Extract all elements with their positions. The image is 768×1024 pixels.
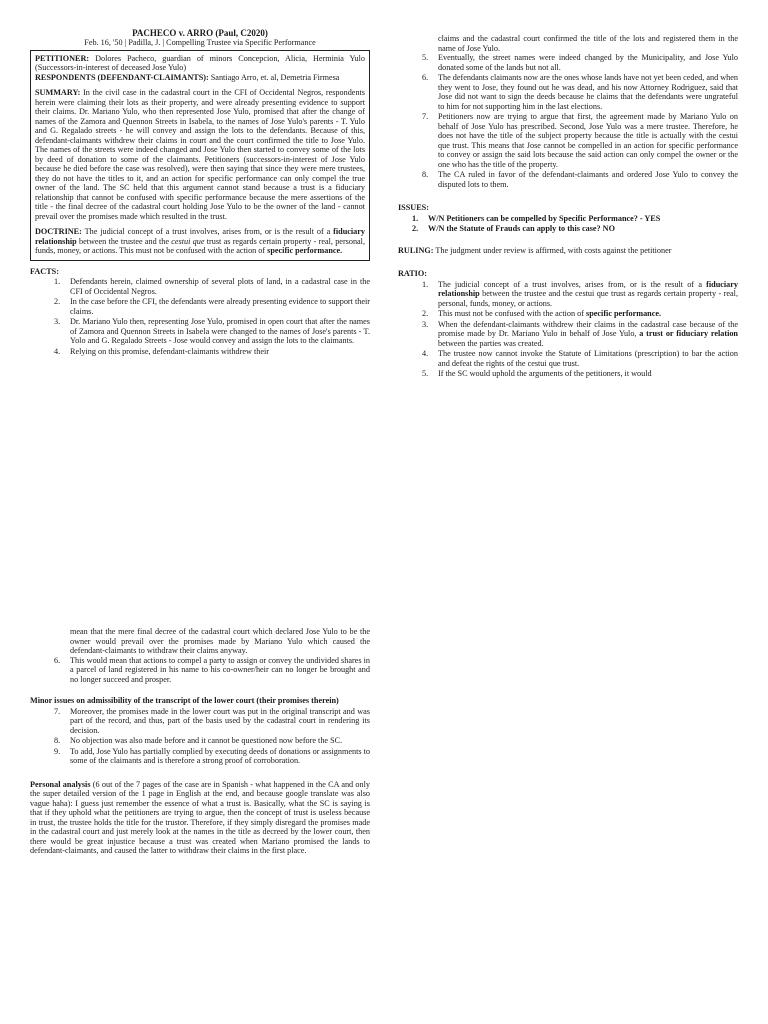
list-item <box>30 656 370 685</box>
item-number: 2. <box>54 297 61 306</box>
ratio-continuation: mean that the mere final decree of the cadastral court which declared Jose Yulo to be the owner would prevail over the promises made by Mariano Yulo which caused the defendant-claimants to withdraw their claims anyway. <box>70 627 370 655</box>
item-text: The CA ruled in favor of the defendant-claimants and ordered Jose Yulo to convey the disputed lots to them. <box>438 170 738 189</box>
item-number: 6. <box>422 73 429 82</box>
item-text: Relying on this promise, defendant-claimants withdrew their <box>70 346 269 356</box>
item-text: Dr. Mariano Yulo then, representing Jose Yulo, promised in open court that after the names of Zamora and Quennon Streets in Isabela were changed to the names of Jose's parents - T. Yolo and G. Regalado Streets - Jose would convey and assign the lots to the claimants. <box>70 317 370 345</box>
item-number: 9. <box>54 746 61 756</box>
item-number: 4. <box>422 349 429 358</box>
item-text: Petitioners now are trying to argue that first, the agreement made by Mariano Yulo on behalf of Jose Yulo has prescribed. Second, Jose Yulo was a mere trustee. Therefore, he does not have the title of the subject property because the title is actually with the cestui que trust. This means that Jose cannot be compelled in an action for specific performance to convey or assign the said lots because the said action can only compel the owner or the one who has the title of the property. <box>438 112 738 169</box>
summary-label: SUMMARY: <box>35 88 81 97</box>
item-text: To add, Jose Yulo has partially complied by executing deeds of donations or assignments to some of the claimants and is therefore a strong proof of corroboration. <box>70 746 370 765</box>
facts-heading: FACTS: <box>30 266 59 276</box>
left-column-bottom <box>30 627 370 856</box>
doctrine-text-a: The judicial concept of a trust involves, arises from, or is the result of a <box>81 227 334 236</box>
item-number: 4. <box>54 346 61 356</box>
item-text: The judicial concept of a trust involves, arises from, or is the result of a <box>438 279 707 289</box>
list-item <box>398 170 738 189</box>
list-item <box>398 309 738 319</box>
ruling-text: The judgment under review is affirmed, with costs against the petitioner <box>433 245 672 255</box>
item-text: W/N Petitioners can be compelled by Specific Performance? - YES <box>428 213 661 223</box>
list-item <box>30 736 370 746</box>
personal-analysis-paragraph <box>30 780 370 856</box>
item-number: 3. <box>54 317 61 326</box>
respondents-text: Santiago Arro, et. al, Demetria Firmesa <box>208 72 340 82</box>
item-text: between the trustee and the cestui que trust as regards certain property - real, personal, funds, money, or actions. <box>438 289 738 308</box>
list-item <box>398 320 738 349</box>
list-item <box>398 349 738 368</box>
list-item <box>30 707 370 736</box>
item-text: If the SC would uphold the arguments of the petitioners, it would <box>438 369 652 378</box>
item-number: 5. <box>422 53 429 62</box>
item-number: 5. <box>422 369 429 378</box>
petitioner-paragraph <box>35 54 365 83</box>
item-text: W/N the Statute of Frauds can apply to this case? NO <box>428 224 615 233</box>
facts-continuation: claims and the cadastral court confirmed the title of the lots and registered them in the name of Jose Yulo. <box>438 34 738 53</box>
list-item <box>398 112 738 169</box>
item-text: The trustee now cannot invoke the Statute of Limitations (prescription) to bar the action and defeat the rights of the cestui que trust. <box>438 349 738 368</box>
item-number: 6. <box>54 655 61 665</box>
list-item <box>30 317 370 346</box>
facts-list <box>30 277 370 356</box>
item-text: The defendants claimants now are the ones whose lands have not yet been ceded, and when they went to Jose, they found out he was dead, and his now Attorney Rodriguez, said that Jose did not want to sign the deeds because he claims that the defendants were ungrateful to him for not supporting him in the last elections. <box>438 73 738 111</box>
summary-text: In the civil case in the cadastral court in the CFI of Occidental Negros, respondents herein were claiming their lots as their property, and were already presenting evidence to support their claims. Dr. Mariano Yulo, who then represented Jose Yulo, promised that after the change of names of the Zamora and Quennon Streets in Isabela, to the names of Jose Yulo's parents - T. Yulo and G. Regalado streets - he will convey and assign the lots to the defendants. Because of this, defendant-claimants withdrew their claims in court and the court confirmed the title to Jose Yulo. The names of the streets were indeed changed and Jose Yulo then started to convey some of the lots by deed of donation to some of the claimants. Petitioners (successors-in-interest of Jose Yulo because he died before the case was resolved), were then saying that since they were mere trustees, they do not have the titles to it, and an action for specific performance can only compel the true owner of the land. The SC held that this argument cannot stand because a trust is a fiduciary relationship that cannot be confused with specific performance because the mere assertions of the title - the final decree of the cadastral court holding Jose Yulo to be the owner of the land - cannot prevail over the promises made which resulted in the trust. <box>35 88 365 221</box>
item-emphasis: fiduciary relationship <box>438 279 738 298</box>
item-text: between the parties was created. <box>438 338 544 348</box>
ratio-heading: RATIO: <box>398 269 427 278</box>
item-number: 8. <box>54 736 61 745</box>
item-number: 3. <box>422 319 429 329</box>
doctrine-emphasis-specific: specific performance. <box>267 246 343 255</box>
item-number: 8. <box>422 170 429 179</box>
list-item <box>30 297 370 316</box>
right-column-top <box>398 34 738 380</box>
doctrine-emphasis-fiduciary: fiduciary relationship <box>35 227 365 246</box>
case-title: PACHECO v. ARRO (Paul, C2020) <box>132 28 268 38</box>
item-text: This would mean that actions to compel a party to assign or convey the undivided shares in a parcel of land registered in his name to his co-owner/heir can no longer be brought and no longer succeed and prosper. <box>70 655 370 684</box>
summary-box <box>30 50 370 261</box>
item-number: 2. <box>412 224 419 233</box>
ruling-paragraph <box>398 246 738 256</box>
ruling-label: RULING: <box>398 245 434 255</box>
doctrine-paragraph <box>35 227 365 256</box>
minor-issues-heading: Minor issues on admissibility of the transcript of the lower court (their promises therein) <box>30 696 339 705</box>
item-number: 2. <box>422 309 429 318</box>
doctrine-text-e: trust as regards certain property - real, personal, funds, money, or actions. This must not be confused with the action of <box>35 236 365 255</box>
left-column-top <box>30 28 370 357</box>
item-emphasis: a trust or fiduciary relation <box>639 329 738 338</box>
item-number: 7. <box>54 706 61 716</box>
item-text: Eventually, the street names were indeed changed by the Municipality, and Jose Yulo donated some of the lands but not all. <box>438 53 738 72</box>
item-emphasis: specific performance. <box>586 309 662 318</box>
issues-list <box>398 214 738 234</box>
analysis-label: Personal analysis <box>30 779 91 789</box>
item-text: Moreover, the promises made in the lower court was put in the original transcript and was part of the record, and thus, part of the basis used by the cadastral court in rendering its decision. <box>70 706 370 735</box>
list-item <box>398 214 738 224</box>
list-item <box>398 73 738 111</box>
respondents-label: RESPONDENTS (DEFENDANT-CLAIMANTS): <box>35 72 209 82</box>
doctrine-text-c: between the trustee and the <box>76 236 172 246</box>
item-text: Defendants herein, claimed ownership of several plots of land, in a cadastral case in the CFI of Occidental Negros. <box>70 277 370 296</box>
minor-issues-list <box>30 707 370 766</box>
issues-heading: ISSUES: <box>398 203 429 212</box>
ratio-list-continued <box>30 656 370 685</box>
list-item <box>398 280 738 309</box>
doctrine-italic-cestui: cestui que <box>171 236 205 246</box>
list-item <box>30 747 370 766</box>
doctrine-label: DOCTRINE: <box>35 227 82 236</box>
item-text: This must not be confused with the action of <box>438 309 587 318</box>
item-number: 1. <box>54 277 61 286</box>
ratio-list <box>398 280 738 379</box>
list-item <box>30 347 370 357</box>
petitioner-text: Dolores Pacheco, guardian of minors Concepcion, Alicia, Herminia Yulo (Successors-in-interest of deceased Jose Yulo) <box>35 53 365 72</box>
summary-paragraph <box>35 88 365 221</box>
list-item <box>30 277 370 296</box>
facts-list-continued <box>398 53 738 189</box>
item-number: 7. <box>422 112 429 121</box>
list-item <box>398 53 738 72</box>
item-number: 1. <box>422 279 429 289</box>
item-text: In the case before the CFI, the defendants were already presenting evidence to support their claims. <box>70 297 370 316</box>
case-subtitle: Feb. 16, '50 | Padilla, J. | Compelling Trustee via Specific Performance <box>84 38 316 47</box>
item-number: 1. <box>412 213 419 223</box>
list-item <box>398 224 738 234</box>
analysis-text: (6 out of the 7 pages of the case are in Spanish - what happened in the CA and only the super detailed version of the 1 page in English at the end, and because google translate was also vague haha): I guess just remember the essence of what a trust is. Basically, what the SC is saying is that if they uphold what the petitioners are trying to argue, then the concept of trust is useless because in trust, the trustee holds the title for the trustor. Therefore, if they simply disregard the promises made in the cadastral court and just merely look at the names in the title as decreed by the lower court, then there would be great injustice because a trust was created when Mariano promised the lands to defendant-claimants, and caused the latter to withdraw their claims in the first place. <box>30 779 370 855</box>
petitioner-label: PETITIONER: <box>35 53 90 63</box>
list-item <box>398 369 738 379</box>
item-text: When the defendant-claimants withdrew their claims in the cadastral case because of the promise made by Dr. Mariano Yulo in behalf of Jose Yulo, <box>438 319 738 338</box>
item-text: No objection was also made before and it cannot be questioned now before the SC. <box>70 736 343 745</box>
